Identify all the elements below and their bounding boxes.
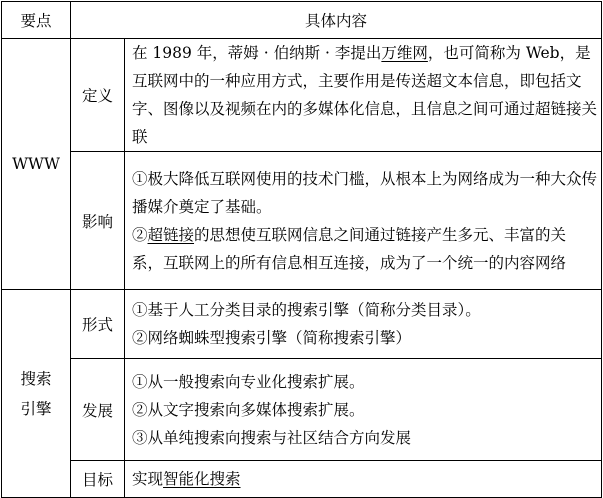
www-term: 万维网 [381, 44, 428, 62]
search-label-line-1: 搜索 [20, 369, 52, 388]
content-table [1, 1, 602, 498]
www-definition-row [2, 39, 602, 152]
definition-text [125, 39, 602, 152]
search-form-row [2, 290, 602, 359]
www-label: WWW [2, 39, 71, 290]
header-details: 具体内容 [71, 2, 602, 39]
goal-label: 目标 [71, 461, 125, 498]
smart-search-term: 智能化搜索 [163, 470, 241, 488]
search-engine-label [2, 290, 71, 498]
hyperlink-term: 超链接 [147, 225, 195, 244]
header-row [2, 2, 602, 39]
impact-point-2 [132, 221, 597, 277]
development-item-2: ②从文字搜索向多媒体搜索扩展。 [132, 400, 365, 419]
search-goal-row [2, 461, 602, 498]
goal-text-a: 实现 [132, 470, 164, 488]
impact-point-2-text: 的思想使互联网信息之间通过链接产生多元、丰富的关系，互联网上的所有信息相互连接，成为了一个统一的内容网络 [132, 225, 567, 272]
www-impact-row [2, 152, 602, 290]
form-item-1: ①基于人工分类目录的搜索引擎（简称分类目录）。 [132, 301, 481, 319]
development-text [125, 359, 602, 461]
definition-text-b: ，也可简称为 Web，是互联网中的一种应用方式，主要作用是传送超文本信息，即包括文字、图像以及视频在内的多媒体化信息，且信息之间可通过超链接关联 [132, 44, 598, 146]
form-text [125, 290, 602, 359]
search-label-line-2: 引擎 [20, 399, 52, 418]
header-key-points: 要点 [2, 2, 71, 39]
goal-text [125, 461, 602, 498]
impact-point-2-num: ② [132, 225, 148, 244]
definition-text-a: 在 1989 年，蒂姆 · 伯纳斯 · 李提出 [132, 44, 382, 62]
form-label: 形式 [71, 290, 125, 359]
development-item-1: ①从一般搜索向专业化搜索扩展。 [132, 372, 365, 391]
search-development-row [2, 359, 602, 461]
form-item-2: ②网络蜘蛛型搜索引擎（简称搜索引擎） [132, 329, 412, 347]
development-label: 发展 [71, 359, 125, 461]
definition-label: 定义 [71, 39, 125, 152]
impact-text [125, 152, 602, 290]
impact-label: 影响 [71, 152, 125, 290]
impact-point-1: ①极大降低互联网使用的技术门槛，从根本上为网络成为一种大众传播媒介奠定了基础。 [132, 169, 598, 216]
development-item-3: ③从单纯搜索向搜索与社区结合方向发展 [132, 428, 412, 447]
